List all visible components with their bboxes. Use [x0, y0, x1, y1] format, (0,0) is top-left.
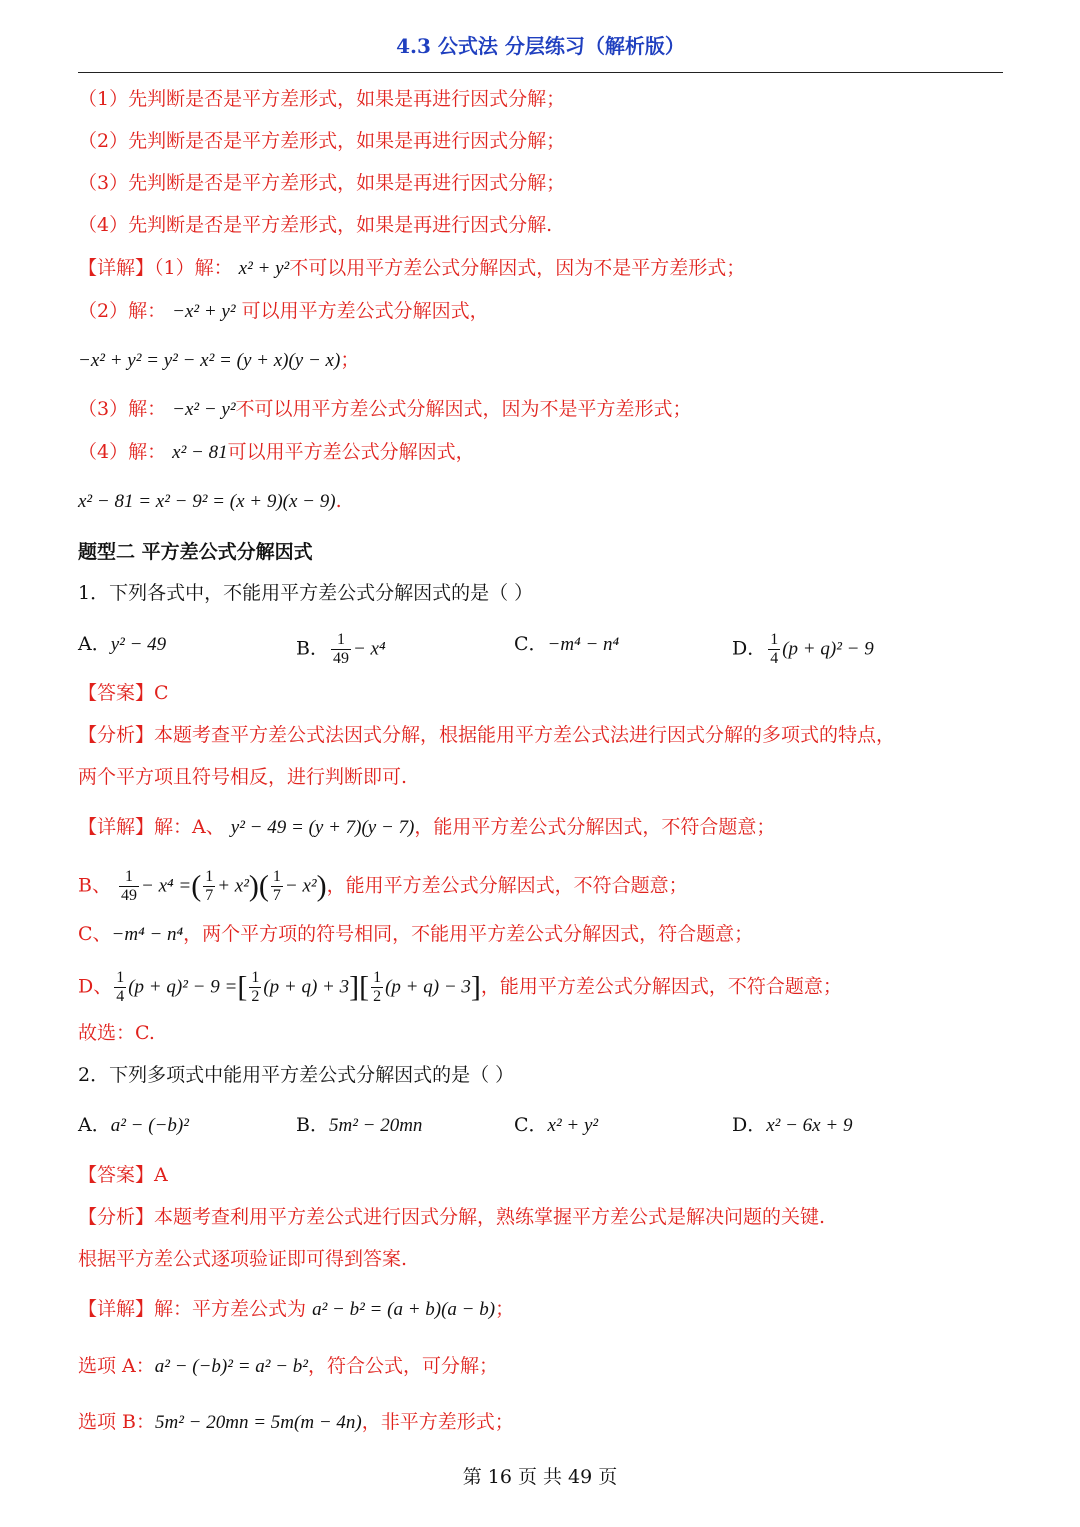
q1-dd-frac3 [371, 969, 383, 1006]
detail-tag: 【详解】 [78, 1298, 155, 1320]
detail1-l1-expr: x² + y² [238, 258, 290, 279]
q2-analysis-2: 根据平方差公式逐项验证即可得到答案. [78, 1248, 408, 1270]
detail1-line-4 [78, 396, 692, 423]
q1-dd-p3: (p + q) − 3 [385, 976, 471, 998]
q2-d1-expr: a² − b² = (a + b)(a − b) [312, 1299, 496, 1320]
q1-db-frac1 [119, 868, 139, 905]
q1-db-n1: 1 [119, 868, 139, 887]
q1-stem: 1．下列各式中，不能用平方差公式分解因式的是（ ） [78, 582, 534, 604]
q2-db-prefix: 选项 B： [78, 1411, 156, 1433]
q1-d-num: 1 [770, 631, 779, 648]
q1-b-den: 49 [332, 650, 349, 667]
detail1-l5-text: 可以用平方差公式分解因式， [227, 441, 475, 463]
detail1-line-5 [78, 439, 475, 466]
q2-c-label: C． [514, 1114, 548, 1136]
q1-db-d3: 7 [272, 887, 281, 904]
detail1-l5-prefix: （4）解： [78, 441, 167, 463]
q2-da-prefix: 选项 A： [78, 1355, 155, 1377]
analysis-tag: 【分析】 [78, 1206, 155, 1228]
q2-da-expr: a² − (−b)² = a² − b² [154, 1356, 308, 1377]
detail-tag: 【详解】 [78, 257, 155, 279]
detail1-l4-text: 不可以用平方差公式分解因式，因为不是平方差形式； [235, 398, 692, 420]
q1-analysis-2: 两个平方项且符号相反，进行判断即可. [78, 766, 408, 788]
q1-dd-frac1 [114, 969, 126, 1006]
detail1-l3-expr: −x² + y² = y² − x² = (y + x)(y − x) [78, 350, 341, 371]
detail1-line-1 [78, 255, 745, 282]
detail1-l4-prefix: （3）解： [78, 398, 167, 420]
q1-option-c [514, 631, 619, 658]
detail1-l4-expr: −x² − y² [172, 399, 236, 420]
q2-d1-end: ； [495, 1298, 515, 1320]
q1-dd-d1: 4 [116, 988, 125, 1005]
q1-db-text: ，能用平方差公式分解因式，不符合题意； [326, 874, 688, 897]
detail1-l3-end: ； [340, 349, 360, 371]
q1-d-den: 4 [770, 650, 779, 667]
q2-analysis-1-text: 本题考查利用平方差公式进行因式分解，熟练掌握平方差公式是解决问题的关键. [154, 1206, 826, 1228]
q1-dd-text: ，能用平方差公式分解因式，不符合题意； [480, 975, 842, 998]
detail1-l6-end: . [335, 490, 342, 512]
q1-dd-p2: (p + q) + 3 [263, 976, 350, 998]
detail-tag: 【详解】 [78, 816, 155, 838]
section-title: 题型二 平方差公式分解因式 [78, 541, 313, 563]
q1-analysis-1-text: 本题考查平方差公式法因式分解，根据能用平方差公式法进行因式分解的多项式的特点， [154, 724, 896, 746]
q2-detail-a [78, 1353, 498, 1380]
detail1-l1-text: 不可以用平方差公式分解因式，因为不是平方差形式； [289, 257, 746, 279]
q2-c-expr: x² + y² [547, 1115, 599, 1136]
q1-detail-c [78, 921, 753, 948]
q2-b-expr: 5m² − 20mn [328, 1115, 423, 1136]
q1-dd-n3: 1 [373, 969, 382, 986]
detail1-line-3 [78, 347, 359, 374]
detail1-l2-expr: −x² + y² [172, 301, 236, 322]
analysis-line-1: （1）先判断是否是平方差形式，如果是再进行因式分解； [78, 88, 566, 110]
q2-stem: 2．下列多项式中能用平方差公式分解因式的是（ ） [78, 1064, 515, 1086]
q1-db-p3: − x² [284, 875, 317, 897]
q2-db-expr: 5m² − 20mn = 5m(m − 4n) [155, 1412, 362, 1433]
q1-d-label: D． [732, 637, 767, 660]
q2-d-expr: x² − 6x + 9 [766, 1115, 853, 1136]
q1-db-p2: + x² [217, 875, 249, 897]
q2-detail-1 [78, 1296, 514, 1323]
q2-option-b [296, 1112, 422, 1139]
q2-b-label: B． [296, 1114, 329, 1136]
analysis-line-2: （2）先判断是否是平方差形式，如果是再进行因式分解； [78, 130, 566, 152]
q1-option-a [78, 631, 166, 658]
analysis-line-3: （3）先判断是否是平方差形式，如果是再进行因式分解； [78, 172, 566, 194]
q1-da-expr: y² − 49 = (y + 7)(y − 7) [230, 817, 415, 838]
q1-answer: 【答案】C [78, 682, 169, 704]
q2-d-label: D． [732, 1114, 767, 1136]
header-divider [78, 72, 1003, 73]
q1-b-rest: − x⁴ [352, 638, 386, 660]
q1-db-frac2 [203, 868, 215, 905]
q1-a-expr: y² − 49 [110, 634, 167, 655]
q1-dd-d3: 2 [373, 988, 382, 1005]
q1-db-prefix: B、 [78, 874, 111, 897]
q1-dd-n1: 1 [116, 969, 125, 986]
q2-db-text: ，非平方差形式； [361, 1411, 514, 1433]
q1-c-label: C． [514, 633, 548, 655]
q1-analysis-1 [78, 722, 895, 748]
page-footer: 第 16 页 共 49 页 [462, 1466, 618, 1488]
detail1-l2-prefix: （2）解： [78, 300, 167, 322]
q1-option-d [732, 631, 874, 668]
q1-db-n2: 1 [205, 868, 214, 885]
q2-option-c [514, 1112, 598, 1139]
q1-dd-prefix: D、 [78, 975, 113, 998]
q1-d-rest: (p + q)² − 9 [782, 638, 874, 660]
q1-c-expr: −m⁴ − n⁴ [547, 634, 620, 655]
analysis-tag: 【分析】 [78, 724, 155, 746]
q1-dc-prefix: C、 [78, 923, 112, 945]
q1-d-fraction [768, 631, 780, 668]
q1-detail-a [78, 814, 775, 841]
q1-b-num: 1 [331, 631, 351, 650]
q2-option-a [78, 1112, 189, 1139]
q2-option-d [732, 1112, 852, 1139]
q1-detail-d: D、 $\frac{1}{4}$ (p + q)² − 9 =[ $\frac{1}{2}$ (p + q) + 3][ $\frac{1}{2}$ (p + q) − 3]，能用平方差公式分解因式，不符合题意； [78, 969, 842, 1005]
q2-answer: 【答案】A [78, 1164, 168, 1186]
q1-da-prefix: 解：A、 [154, 816, 225, 838]
q1-b-fraction [331, 631, 351, 668]
q1-db-mid: − x⁴ = [141, 875, 192, 897]
detail1-l5-expr: x² − 81 [172, 442, 228, 463]
page-header-title: 4.3 公式法 分层练习（解析版） [396, 34, 685, 58]
q1-db-frac3 [271, 868, 283, 905]
detail1-line-2 [78, 298, 489, 325]
q1-db-d2: 7 [205, 887, 214, 904]
q2-d1-prefix: 解：平方差公式为 [154, 1298, 307, 1320]
q1-da-text: ，能用平方差公式分解因式，不符合题意； [414, 816, 776, 838]
q1-b-label: B． [296, 637, 329, 660]
q2-a-expr: a² − (−b)² [110, 1115, 189, 1136]
q2-analysis-1 [78, 1204, 825, 1230]
q1-db-n3: 1 [272, 868, 281, 885]
detail1-l6-expr: x² − 81 = x² − 9² = (x + 9)(x − 9) [78, 491, 336, 512]
q1-a-label: A． [78, 633, 111, 655]
analysis-line-4: （4）先判断是否是平方差形式，如果是再进行因式分解. [78, 214, 553, 236]
q1-db-d1: 49 [121, 887, 138, 904]
q1-detail-b: B、 $\frac{1}{49}$ − x⁴ =( $\frac{1}{7}$ + x²)( $\frac{1}{7}$ − x²)，能用平方差公式分解因式，不符合题意； [78, 868, 688, 904]
q1-dd-mid: (p + q)² − 9 = [128, 976, 238, 998]
q2-a-label: A． [78, 1114, 111, 1136]
q2-detail-b [78, 1409, 514, 1436]
q1-dc-expr: −m⁴ − n⁴ [111, 924, 184, 945]
q1-dd-frac2 [249, 969, 261, 1006]
detail1-l2-text: 可以用平方差公式分解因式， [241, 300, 489, 322]
q1-conclusion: 故选：C. [78, 1022, 155, 1044]
detail1-l1-prefix: （1）解： [154, 257, 233, 279]
q1-option-b [296, 631, 386, 668]
q1-dc-text: ，两个平方项的符号相同，不能用平方差公式分解因式，符合题意； [183, 923, 754, 945]
q2-da-text: ，符合公式，可分解； [308, 1355, 499, 1377]
detail1-line-6 [78, 488, 342, 515]
q1-dd-d2: 2 [251, 988, 260, 1005]
q1-dd-n2: 1 [251, 969, 260, 986]
